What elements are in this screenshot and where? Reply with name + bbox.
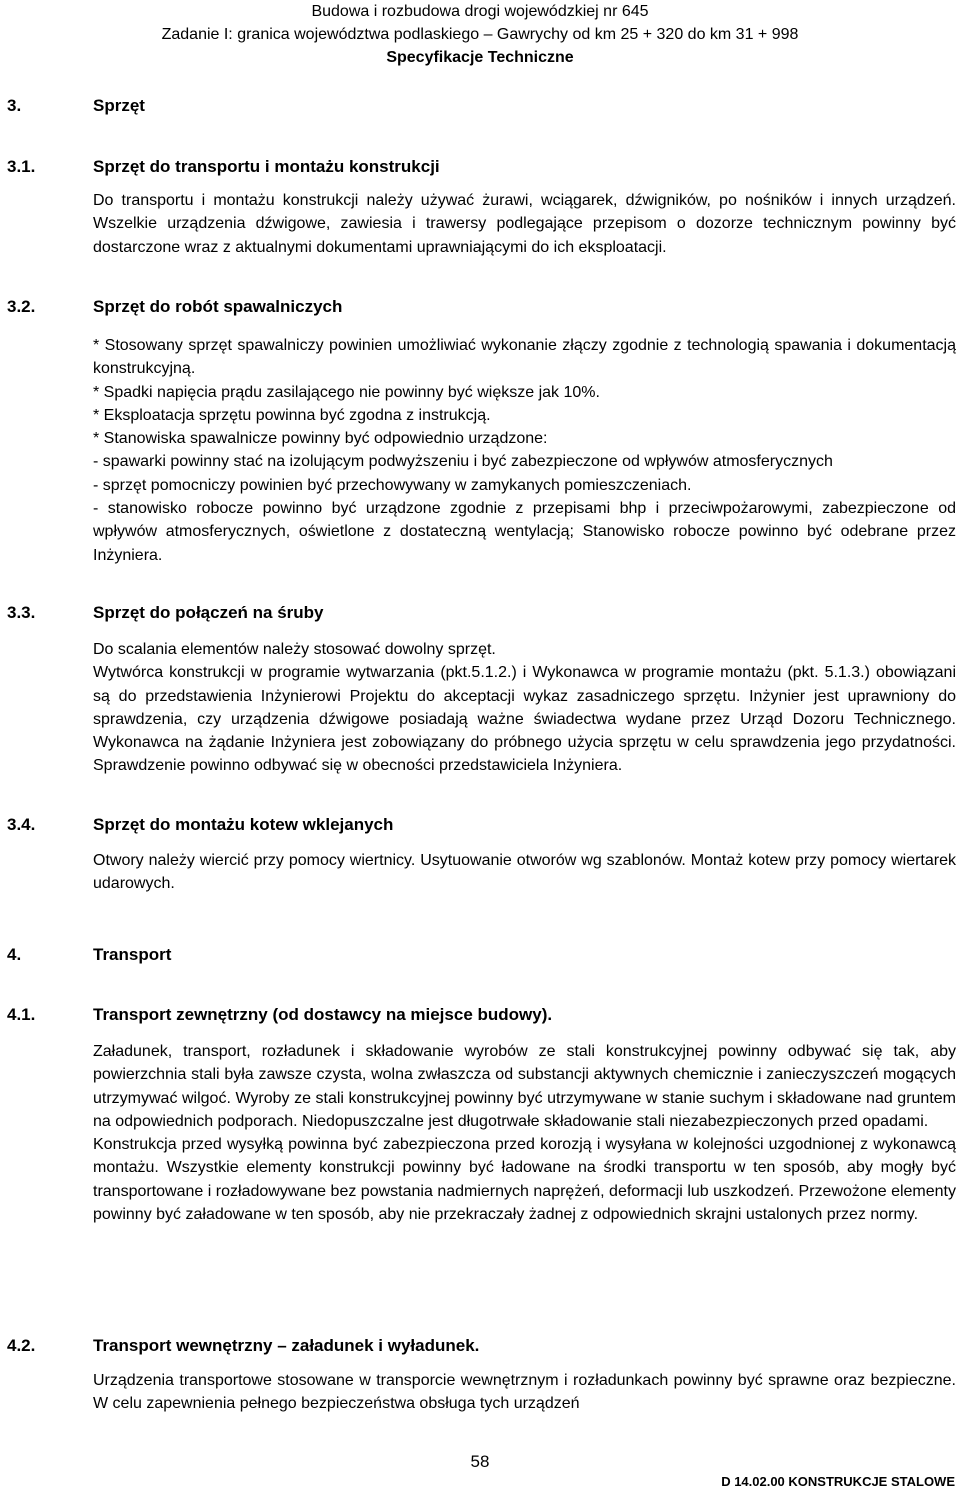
section-4-2-paragraph: Urządzenia transportowe stosowane w transporcie wewnętrznym i rozładunkach powinny być sprawne oraz bezpieczne. W celu zapewnienia pełnego bezpieczeństwa obsługa tych urządzeń [93,1372,956,1413]
header-project-title: Budowa i rozbudowa drogi wojewódzkiej nr 645 [311,3,649,20]
section-3-3-number: 3.3. [7,603,36,622]
page-number: 58 [470,1452,490,1471]
document-header [0,0,960,69]
section-3-title: Sprzęt [93,96,145,115]
header-task-title: Zadanie I: granica województwa podlaskiego – Gawrychy od km 25 + 320 do km 31 + 998 [161,26,799,43]
section-4-1-title: Transport zewnętrzny (od dostawcy na miejsce budowy). [93,1005,553,1024]
section-3-3-line: Do scalania elementów należy stosować dowolny sprzęt. [93,641,496,658]
section-3-4-number: 3.4. [7,815,36,834]
section-3-2-line: - sprzęt pomocniczy powinien być przechowywany w zamykanych pomieszczeniach. [93,476,692,494]
section-3-1-paragraph: Do transportu i montażu konstrukcji należy używać żurawi, wciągarek, dźwigników, po nośników i innych urządzeń. Wszelkie urządzenia dźwigowe, zawiesia i trawersy podlegające przepisom o dozorze technicznym powinny być dostarczone wraz z aktualnymi dokumentami uprawniającymi do ich eksploatacji. [93,192,956,256]
section-3-1-title: Sprzęt do transportu i montażu konstrukcji [93,157,440,176]
section-3-2-line: * Spadki napięcia prądu zasilającego nie powinny być większe jak 10%. [93,383,600,401]
header-spec-title: Specyfikacje Techniczne [386,49,574,66]
section-4-2-body [93,1369,956,1416]
section-3-2-line: - spawarki powinny stać na izolującym podwyższeniu i być zabezpieczone od wpływów atmosferycznych [93,453,833,471]
section-3-4-title: Sprzęt do montażu kotew wklejanych [93,815,394,834]
section-3-2-body [93,334,956,567]
section-3-3-line: Wytwórca konstrukcji w programie wytwarzania (pkt.5.1.2.) i Wykonawca w programie montażu (pkt. 5.1.3.) obowiązani są do przedstawienia Inżynierowi Projektu do akceptacji wykaz zasadniczego sprzętu. Inżynier jest uprawniony do sprawdzenia, czy urządzenia dźwigowe posiadają ważne świadectwa wydane przez Urząd Dozoru Technicznego. Wykonawca na żądanie Inżyniera jest zobowiązany do próbnego użycia sprzętu w celu sprawdzenia jego przydatności. Sprawdzenie powinno odbywać się w obecności przedstawiciela Inżyniera. [93,664,956,775]
section-3-2-line: * Stanowiska spawalnicze powinny być odpowiednio urządzone: [93,430,548,448]
section-4-1-number: 4.1. [7,1005,36,1024]
section-3-1-number: 3.1. [7,157,36,176]
footer-spec-code: D 14.02.00 KONSTRUKCJE STALOWE [721,1474,955,1489]
section-4-title: Transport [93,945,172,964]
section-4-2-number: 4.2. [7,1336,36,1355]
section-3-4-paragraph: Otwory należy wiercić przy pomocy wiertnicy. Usytuowanie otworów wg szablonów. Montaż kotew przy pomocy wiertarek udarowych. [93,852,956,893]
section-4-1-paragraph: Załadunek, transport, rozładunek i składowanie wyrobów ze stali konstrukcyjnej powinny odbywać się tak, aby powierzchnia stali była zawsze czysta, wolna zwłaszcza od substancji aktywnych chemicznie i zanieczyszczeń mogących utrzymywać wilgoć. Wyroby ze stali konstrukcyjnej powinny być utrzymywane w stanie suchym i składowane nad gruntem na odpowiednich podporach. Niedopuszczalne jest długotrwałe składowanie stali niezabezpieczonych przed opadami. [93,1043,956,1130]
section-4-1-body [93,1040,956,1226]
section-3-2-line: - stanowisko robocze powinno być urządzone zgodnie z przepisami bhp i przeciwpożarowymi, zabezpieczone od wpływów atmosferycznych, oświetlone z dostateczną wentylacją; Stanowisko robocze powinno być odebrane przez Inżyniera. [93,500,956,564]
section-3-2-line: * Stosowany sprzęt spawalniczy powinien umożliwiać wykonanie złączy zgodnie z technologią spawania i dokumentacją konstrukcyjną. [93,337,956,378]
section-3-3-title: Sprzęt do połączeń na śruby [93,603,324,622]
section-3-3-body [93,638,956,778]
section-3-1-body [93,189,956,259]
section-3-2-title: Sprzęt do robót spawalniczych [93,297,343,316]
section-3-number: 3. [7,96,22,115]
section-3-2-number: 3.2. [7,297,36,316]
section-4-2-title: Transport wewnętrzny – załadunek i wyładunek. [93,1336,480,1355]
section-4-number: 4. [7,945,22,964]
section-4-1-paragraph: Konstrukcja przed wysyłką powinna być zabezpieczona przed korozją i wysyłana w kolejności uzgodnionej z wykonawcą montażu. Wszystkie elementy konstrukcji powinny być ładowane na środki transportu w ten sposób, aby mogły być transportowane i rozładowywane bez powstania nadmiernych naprężeń, deformacji lub uszkodzeń. Przewożone elementy powinny być załadowane w ten sposób, aby nie przekraczały żadnej z odpowiednich skrajni ustalonych przez normy. [93,1136,956,1224]
section-3-4-body [93,849,956,896]
section-3-2-line: * Eksploatacja sprzętu powinna być zgodna z instrukcją. [93,406,491,424]
